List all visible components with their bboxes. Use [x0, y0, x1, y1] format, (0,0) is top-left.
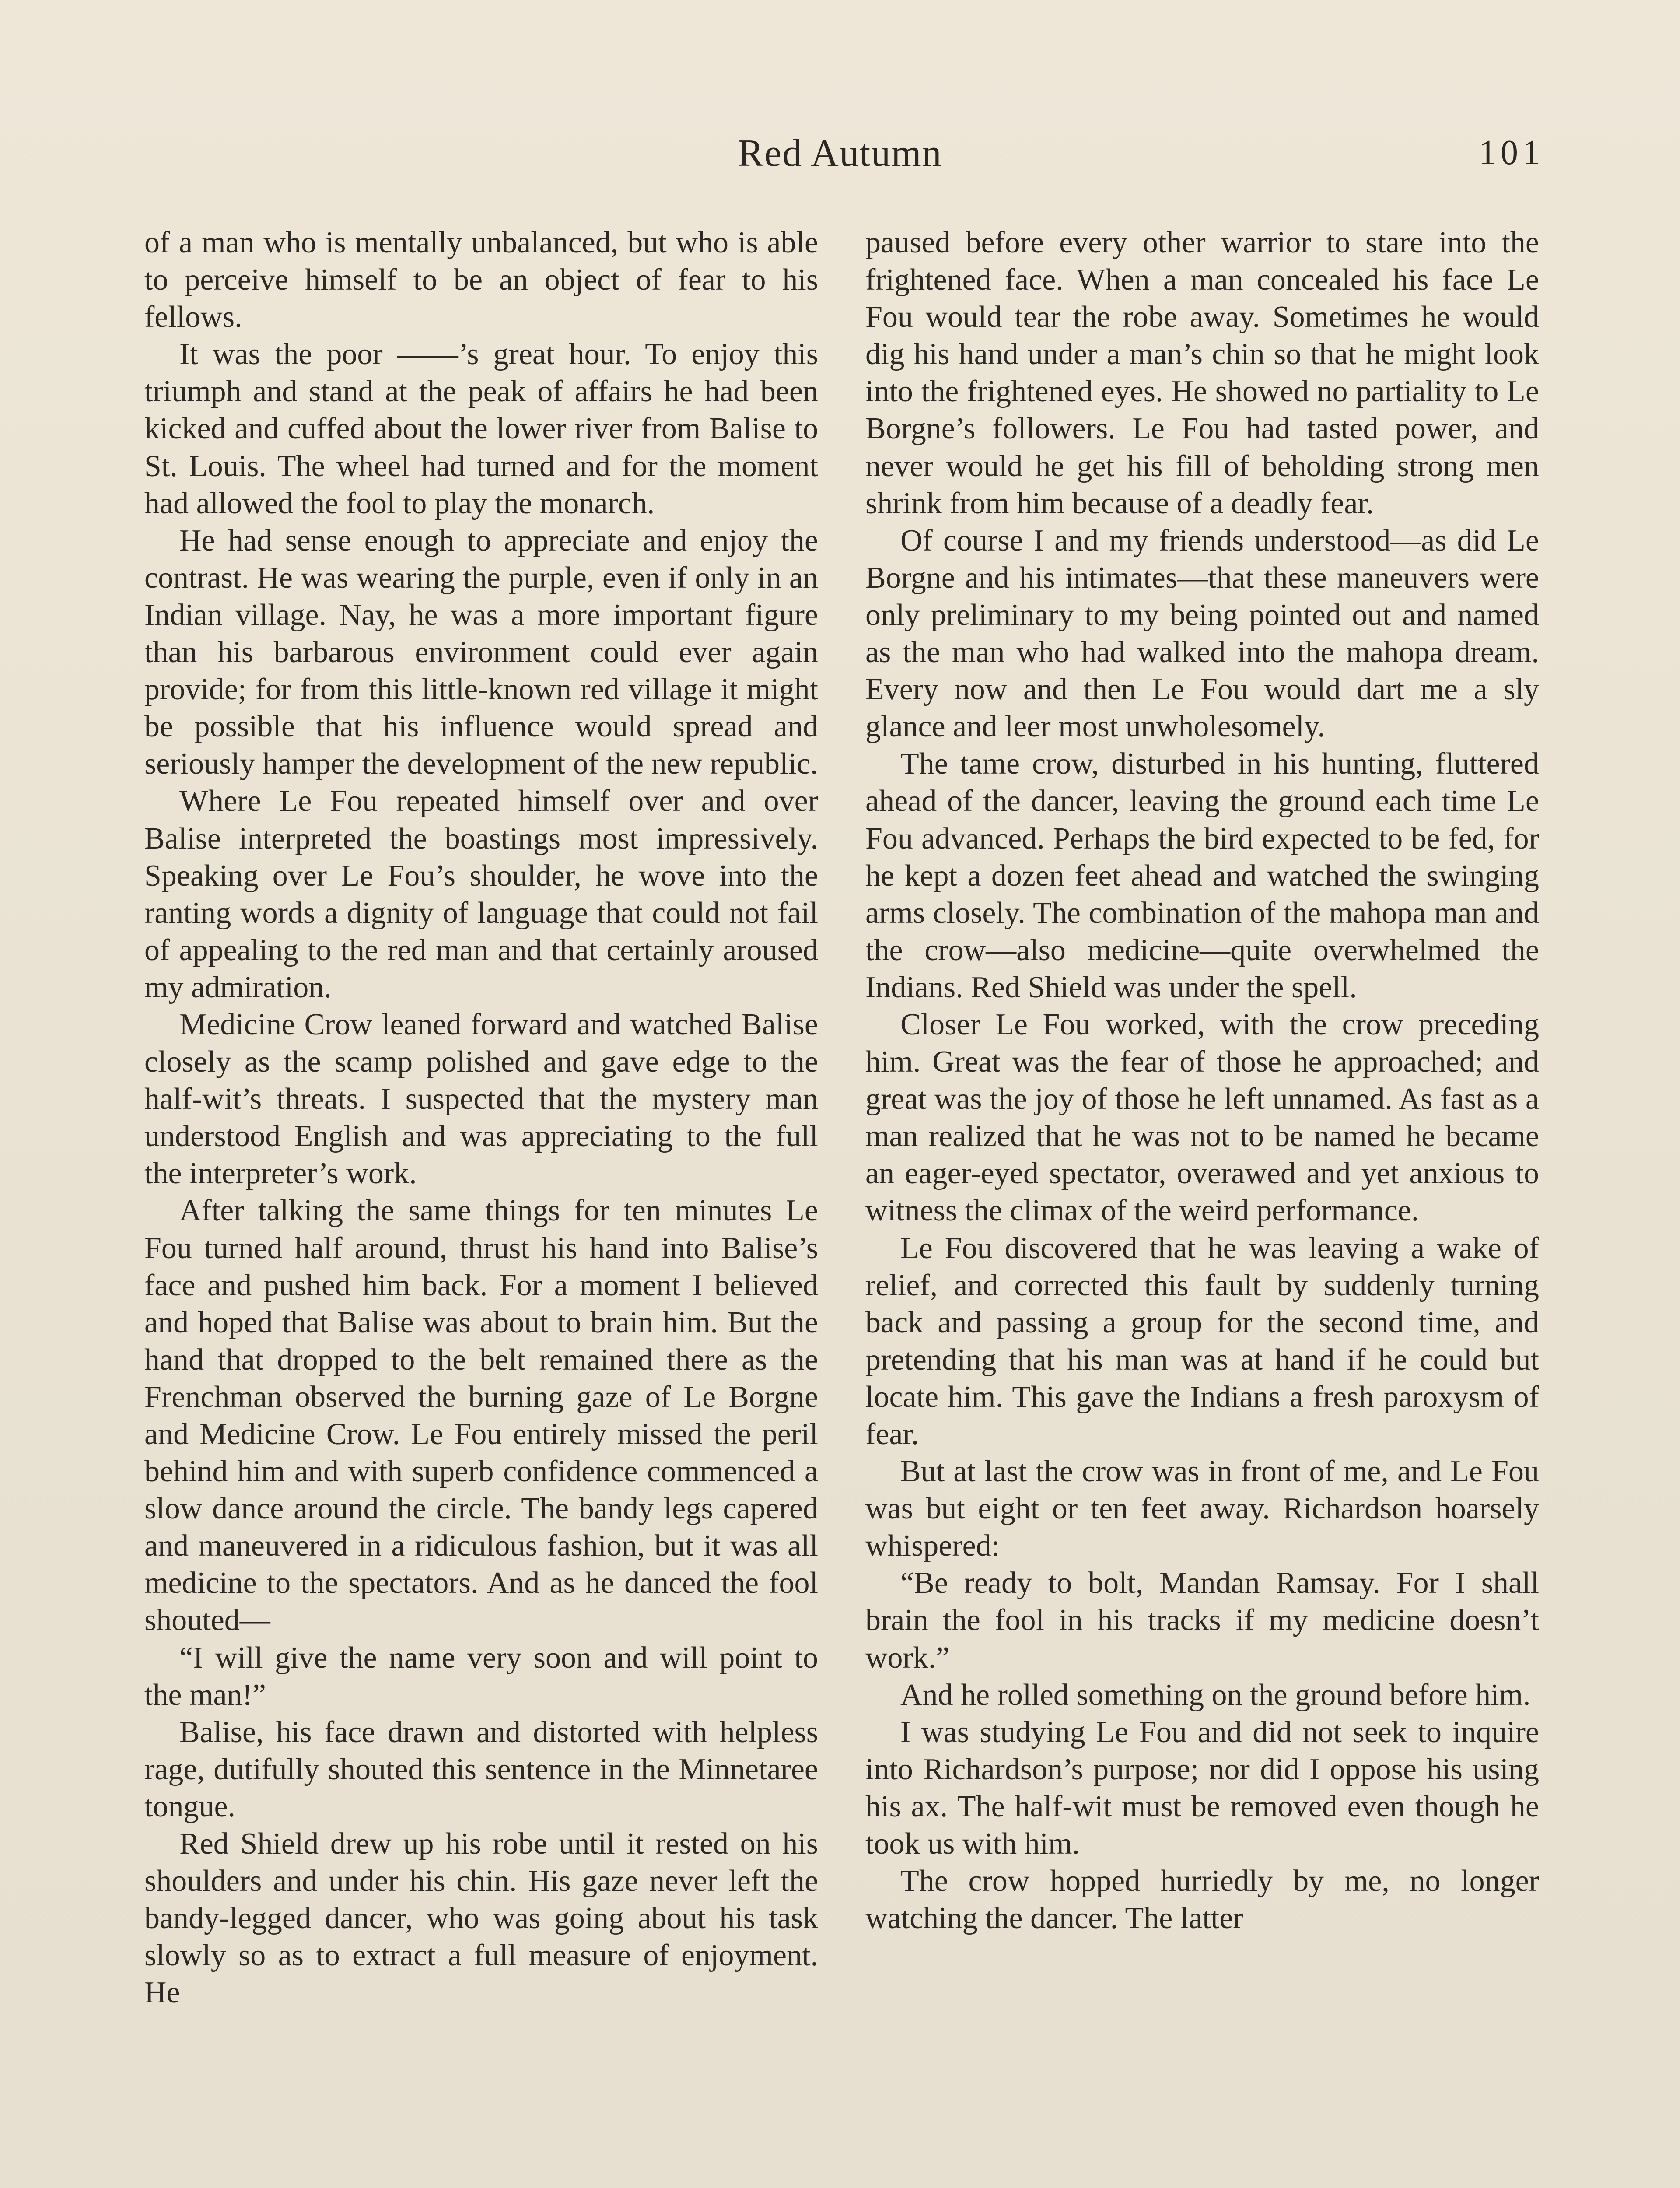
paragraph: But at last the crow was in front of me, and Le Fou was but eight or ten feet away. Richardson hoarsely whispered:: [865, 1455, 1539, 1563]
paragraph: He had sense enough to appreciate and enjoy the contrast. He was wearing the purple, even if only in an Indian village. Nay, he was a more important figure than his barbarous environment could ever again provide; for from this little-known red village it might be possible that his influence would spread and seriously hamper the development of the new republic.: [144, 523, 818, 781]
right-column: [865, 224, 1539, 2188]
paragraph: “I will give the name very soon and will point to the man!”: [144, 1641, 818, 1712]
paragraph: And he rolled something on the ground before him.: [900, 1678, 1531, 1712]
paragraph: Balise, his face drawn and distorted with helpless rage, dutifully shouted this sentence in the Minnetaree tongue.: [144, 1715, 818, 1823]
paragraph: It was the poor ——’s great hour. To enjoy this triumph and stand at the peak of affairs he had been kicked and cuffed about the lower river from Balise to St. Louis. The wheel had turned and for the moment had allowed the fool to play the monarch.: [144, 337, 818, 520]
paragraph: Where Le Fou repeated himself over and over Balise interpreted the boastings most impressively. Speaking over Le Fou’s shoulder, he wove into the ranting words a dignity of language that could not fail of appealing to the red man and that certainly aroused my admiration.: [144, 784, 818, 1004]
paragraph: of a man who is mentally unbalanced, but who is able to perceive himself to be an object of fear to his fellows.: [144, 226, 818, 334]
running-head: [0, 131, 1680, 184]
paragraph: Of course I and my friends understood—as did Le Borgne and his intimates—that these maneuvers were only preliminary to my being pointed out and named as the man who had walked into the mahopa dream. Every now and then Le Fou would dart me a sly glance and leer most unwholesomely.: [865, 523, 1539, 744]
paragraph: paused before every other warrior to stare into the frightened face. When a man concealed his face Le Fou would tear the robe away. Sometimes he would dig his hand under a man’s chin so that he might look into the frightened eyes. He showed no partiality to Le Borgne’s followers. Le Fou had tasted power, and never would he get his fill of beholding strong men shrink from him because of a deadly fear.: [865, 226, 1539, 520]
paragraph: I was studying Le Fou and did not seek to inquire into Richardson’s purpose; nor did I oppose his using his ax. The half-wit must be removed even though he took us with him.: [865, 1715, 1539, 1861]
running-title: Red Autumn: [738, 132, 942, 175]
paragraph: Le Fou discovered that he was leaving a wake of relief, and corrected this fault by suddenly turning back and passing a group for the second time, and pretending that his man was at hand if he could but locate him. This gave the Indians a fresh paroxysm of fear.: [865, 1231, 1539, 1451]
paragraph: Red Shield drew up his robe until it rested on his shoulders and under his chin. His gaze never left the bandy-legged dancer, who was going about his task slowly so as to extract a full measure of enjoyment. He: [144, 1827, 818, 2010]
paragraph: The crow hopped hurriedly by me, no longer watching the dancer. The latter: [865, 1864, 1539, 1936]
text-columns: [144, 224, 1544, 2188]
paragraph: Medicine Crow leaned forward and watched Balise closely as the scamp polished and gave edge to the half-wit’s threats. I suspected that the mystery man understood English and was appreciating to the full the interpreter’s work.: [144, 1007, 818, 1191]
paragraph: “Be ready to bolt, Mandan Ramsay. For I shall brain the fool in his tracks if my medicine doesn’t work.”: [865, 1566, 1539, 1675]
paragraph: The tame crow, disturbed in his hunting, fluttered ahead of the dancer, leaving the ground each time Le Fou advanced. Perhaps the bird expected to be fed, for he kept a dozen feet ahead and watched the swinging arms closely. The combination of the mahopa man and the crow—also medicine—quite overwhelmed the Indians. Red Shield was under the spell.: [865, 747, 1539, 1004]
left-column: [144, 224, 818, 2188]
paragraph: After talking the same things for ten minutes Le Fou turned half around, thrust his hand into Balise’s face and pushed him back. For a moment I believed and hoped that Balise was about to brain him. But the hand that dropped to the belt remained there as the Frenchman observed the burning gaze of Le Borgne and Medicine Crow. Le Fou entirely missed the peril behind him and with superb confidence commenced a slow dance around the circle. The bandy legs capered and maneuvered in a ridiculous fashion, but it was all medicine to the spectators. And as he danced the fool shouted—: [144, 1194, 818, 1637]
paragraph: Closer Le Fou worked, with the crow preceding him. Great was the fear of those he approached; and great was the joy of those he left unnamed. As fast as a man realized that he was not to be named he became an eager-eyed spectator, overawed and yet anxious to witness the climax of the weird performance.: [865, 1007, 1539, 1228]
page-number: 101: [1479, 133, 1544, 172]
